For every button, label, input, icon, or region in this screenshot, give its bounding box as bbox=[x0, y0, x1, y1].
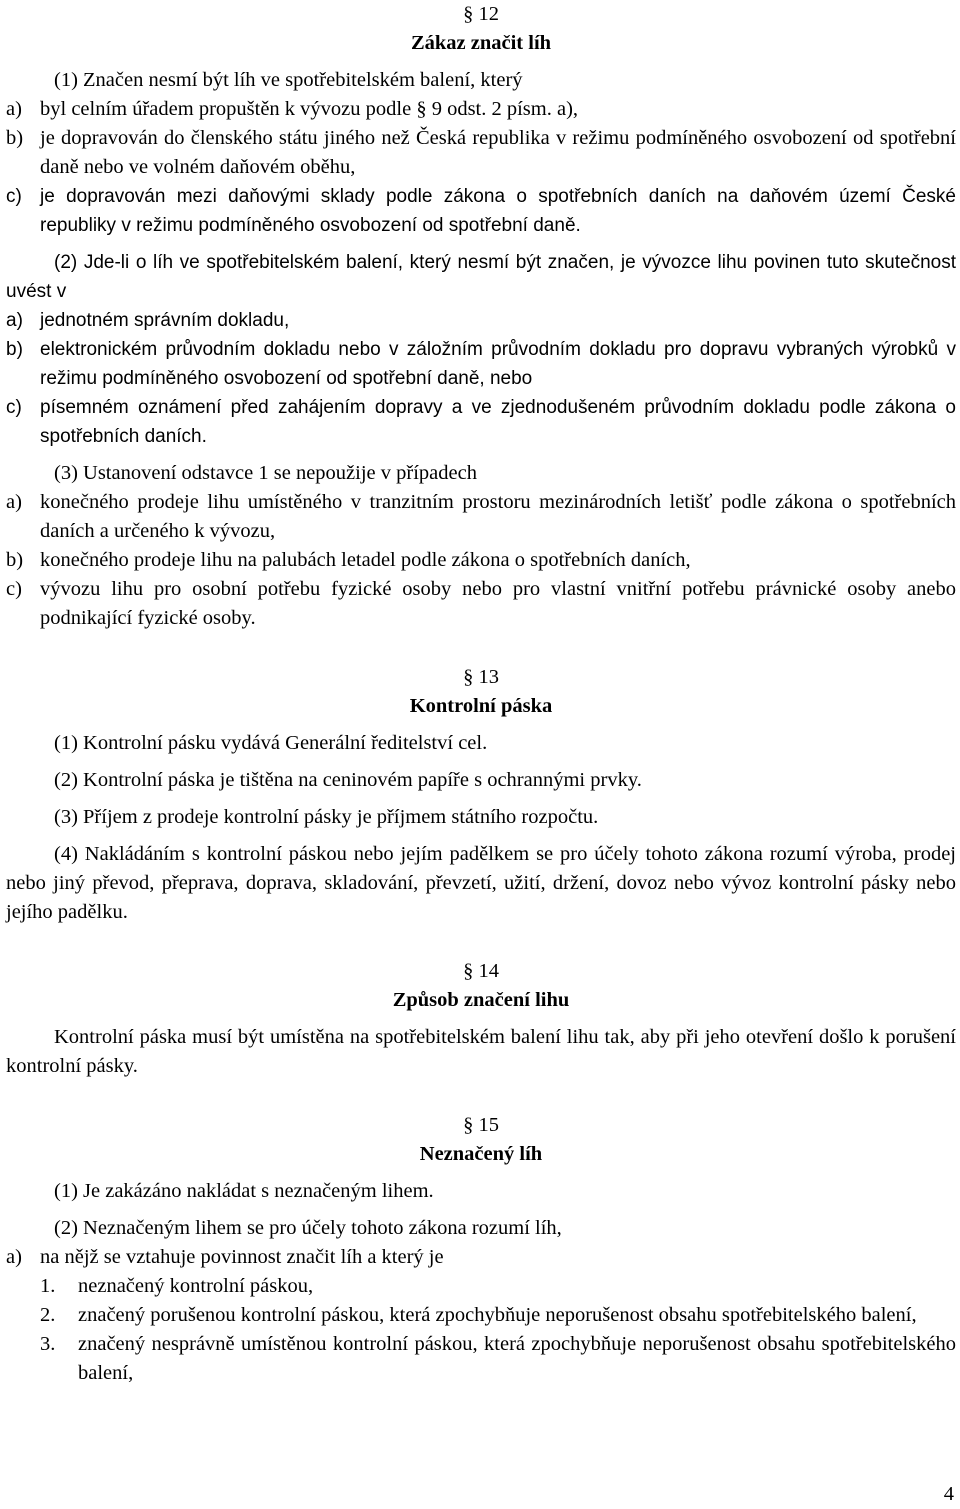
sub-item-label: 1. bbox=[40, 1275, 56, 1297]
item-label: a) bbox=[6, 491, 22, 513]
s12-p1-item-c bbox=[6, 182, 956, 240]
item-label: a) bbox=[6, 310, 23, 331]
s15-p2-sub-1 bbox=[40, 1272, 956, 1301]
s12-p2-item-b bbox=[6, 335, 956, 393]
sub-item-text: značený porušenou kontrolní páskou, která zpochybňuje neporušenost obsahu spotřebitelského balení, bbox=[78, 1304, 917, 1326]
s12-p3-item-c bbox=[6, 575, 956, 633]
item-text: konečného prodeje lihu umístěného v tranzitním prostoru mezinárodních letišť podle zákona o spotřebních daních a určeného k vývozu, bbox=[40, 491, 956, 542]
section-12-number: § 12 bbox=[463, 3, 499, 25]
s13-p3: (3) Příjem z prodeje kontrolní pásky je příjmem státního rozpočtu. bbox=[54, 806, 599, 828]
s12-p3-item-b bbox=[6, 546, 956, 575]
s13-p1: (1) Kontrolní pásku vydává Generální ředitelství cel. bbox=[54, 732, 488, 754]
section-15-title: Neznačený líh bbox=[419, 1143, 543, 1165]
document-page bbox=[6, 0, 956, 1388]
s12-p1-intro: (1) Značen nesmí být líh ve spotřebitelském balení, který bbox=[54, 69, 523, 91]
item-label: b) bbox=[6, 549, 24, 571]
page-number: 4 bbox=[943, 1483, 954, 1505]
section-12-title: Zákaz značit líh bbox=[410, 32, 552, 54]
item-label: b) bbox=[6, 127, 24, 149]
s12-p3-intro: (3) Ustanovení odstavce 1 se nepoužije v případech bbox=[54, 462, 477, 484]
item-text: vývozu lihu pro osobní potřebu fyzické osoby nebo pro vlastní vnitřní potřebu právnické osoby anebo podnikající fyzické osoby. bbox=[40, 578, 956, 629]
item-label: a) bbox=[6, 98, 22, 120]
item-label: b) bbox=[6, 339, 23, 360]
s12-p2-item-c bbox=[6, 393, 956, 451]
section-15-number: § 15 bbox=[463, 1114, 499, 1136]
item-label: c) bbox=[6, 397, 22, 418]
s15-p2-sub-3 bbox=[40, 1330, 956, 1388]
s14-p1: Kontrolní páska musí být umístěna na spotřebitelském balení lihu tak, aby při jeho otevření došlo k porušení kontrolní pásky. bbox=[6, 1026, 956, 1077]
s12-p1-item-a bbox=[6, 95, 956, 124]
item-text: je dopravován do členského státu jiného než Česká republika v režimu podmíněného osvobození od spotřební daně nebo ve volném daňovém oběhu, bbox=[40, 127, 956, 178]
s15-p2-sub-2 bbox=[40, 1301, 956, 1330]
section-14-number: § 14 bbox=[463, 960, 499, 982]
section-13-title: Kontrolní páska bbox=[409, 695, 553, 717]
item-text: byl celním úřadem propuštěn k vývozu podle § 9 odst. 2 písm. a), bbox=[40, 98, 579, 120]
s15-p2-item-a bbox=[6, 1243, 956, 1272]
section-14-title: Způsob značení lihu bbox=[392, 989, 570, 1011]
item-text: elektronickém průvodním dokladu nebo v záložním průvodním dokladu pro dopravu vybraných výrobků v režimu podmíněného osvobození od spotřební daně, nebo bbox=[40, 339, 956, 389]
sub-item-label: 2. bbox=[40, 1304, 56, 1326]
s12-p3-item-a bbox=[6, 488, 956, 546]
s13-p4: (4) Nakládáním s kontrolní páskou nebo jejím padělkem se pro účely tohoto zákona rozumí výroba, prodej nebo jiný převod, přeprava, doprava, skladování, převzetí, užití, držení, dovoz nebo vývoz kontrolní pásky nebo jejího padělku. bbox=[6, 843, 956, 923]
item-label: c) bbox=[6, 186, 22, 207]
sub-item-label: 3. bbox=[40, 1333, 56, 1355]
sub-item-text: neznačený kontrolní páskou, bbox=[78, 1275, 314, 1297]
item-text: konečného prodeje lihu na palubách letadel podle zákona o spotřebních daních, bbox=[40, 549, 691, 571]
s13-p2: (2) Kontrolní páska je tištěna na ceninovém papíře s ochrannými prvky. bbox=[54, 769, 642, 791]
item-label: a) bbox=[6, 1246, 22, 1268]
s12-p2-item-a bbox=[6, 306, 956, 335]
item-text: na nějž se vztahuje povinnost značit líh a který je bbox=[40, 1246, 444, 1268]
s12-p1-item-b bbox=[6, 124, 956, 182]
s15-p1: (1) Je zakázáno nakládat s neznačeným lihem. bbox=[54, 1180, 434, 1202]
s12-p2-intro: (2) Jde-li o líh ve spotřebitelském balení, který nesmí být značen, je vývozce lihu povinen tuto skutečnost uvést v bbox=[6, 252, 956, 302]
sub-item-text: značený nesprávně umístěnou kontrolní páskou, která zpochybňuje neporušenost obsahu spotřebitelského balení, bbox=[78, 1333, 956, 1384]
item-text: jednotném správním dokladu, bbox=[40, 310, 290, 331]
item-text: písemném oznámení před zahájením dopravy a ve zjednodušeném průvodním dokladu podle zákona o spotřebních daních. bbox=[40, 397, 956, 447]
item-text: je dopravován mezi daňovými sklady podle zákona o spotřebních daních na daňovém území České republiky v režimu podmíněného osvobození od spotřební daně. bbox=[40, 186, 956, 236]
s15-p2-intro: (2) Neznačeným lihem se pro účely tohoto zákona rozumí líh, bbox=[54, 1217, 562, 1239]
item-label: c) bbox=[6, 578, 22, 600]
section-13-number: § 13 bbox=[463, 666, 499, 688]
